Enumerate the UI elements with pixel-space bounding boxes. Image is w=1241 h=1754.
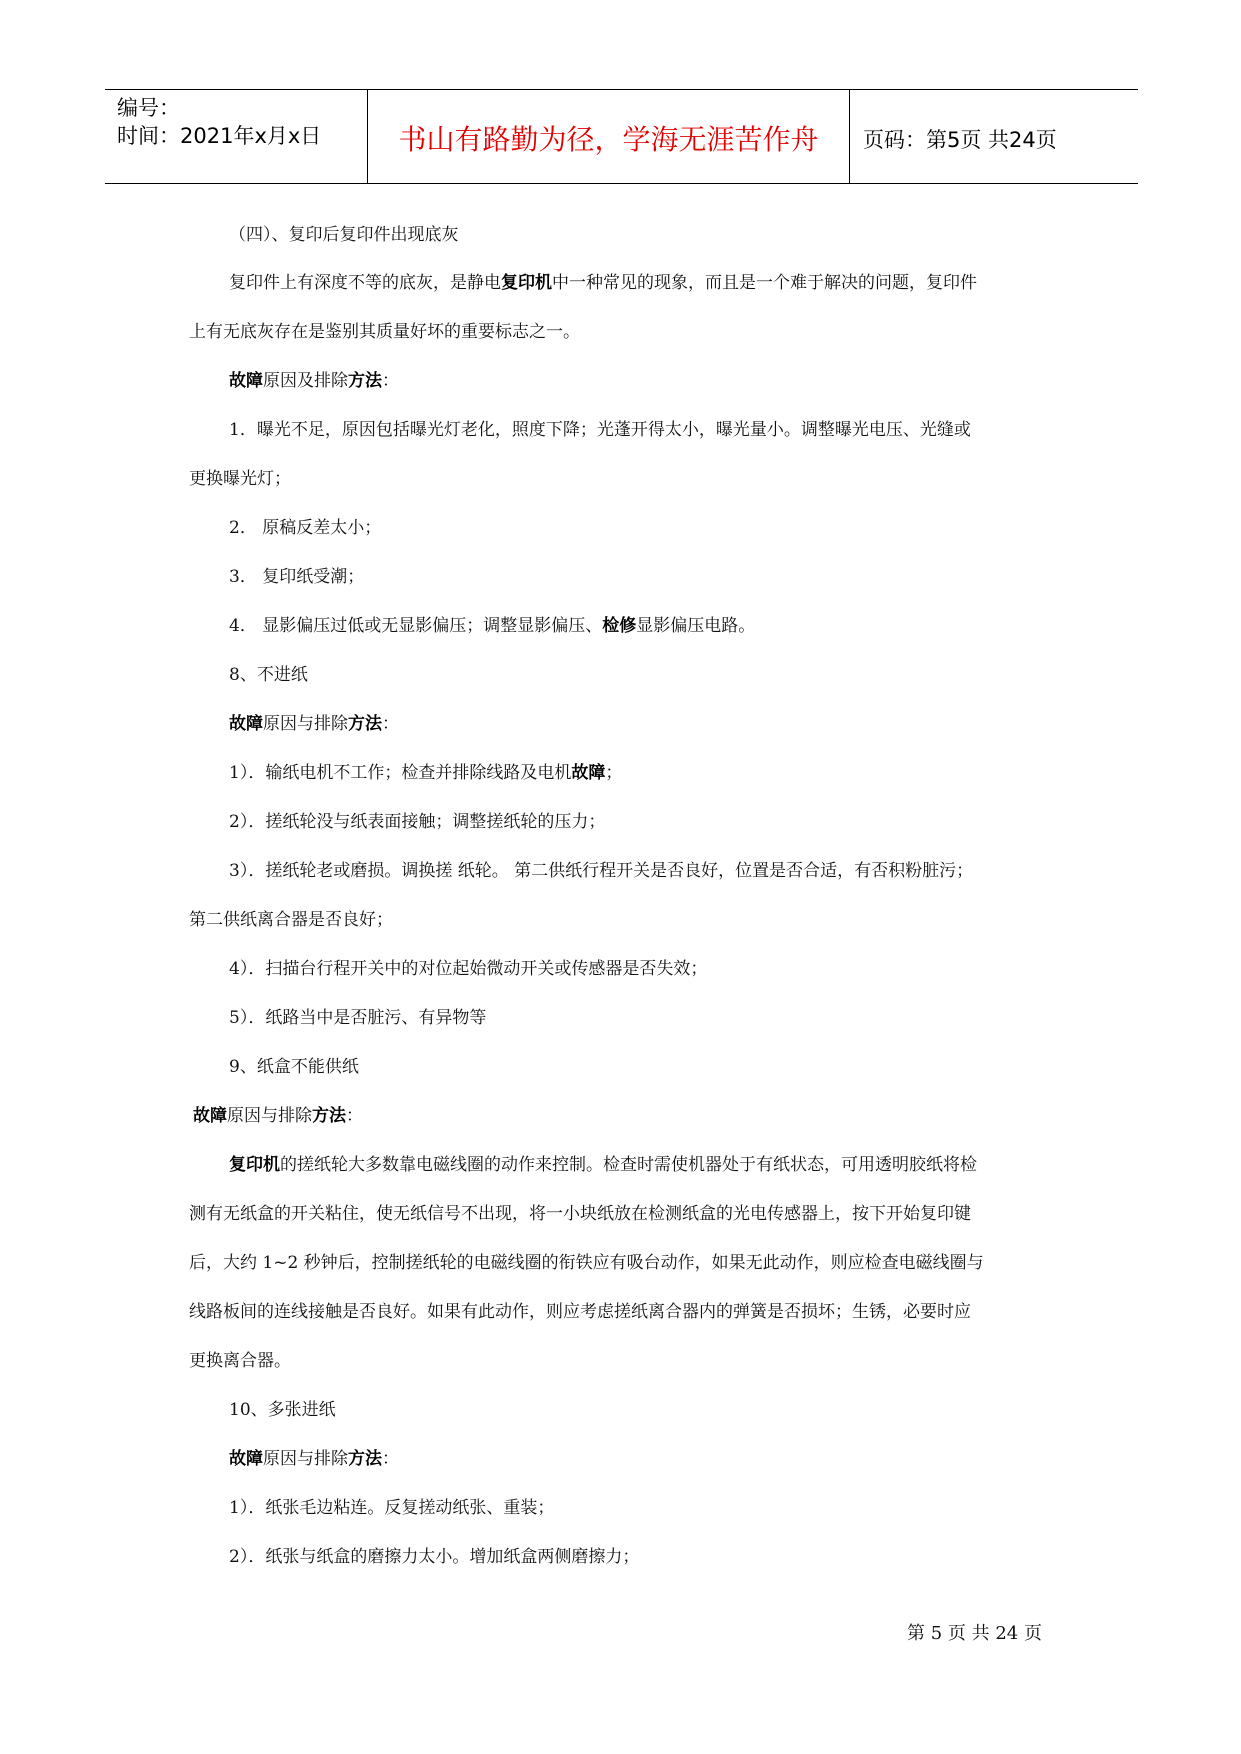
bold-term: 故障 (229, 1449, 263, 1469)
text-span: 显影偏压电路。 (636, 616, 756, 636)
bold-term: 故障 (229, 371, 263, 391)
bold-term: 故障 (571, 763, 606, 783)
list-item: 5）．纸路当中是否脏污、有异物等 (229, 1008, 487, 1028)
paragraph-line: 更换离合器。 (189, 1351, 291, 1371)
paragraph-line: 线路板间的连线接触是否良好。如果有此动作，则应考虑搓纸离合器内的弹簧是否损坏；生锈，必要时应 (189, 1302, 971, 1322)
list-item (229, 614, 755, 638)
text-span: 4． 显影偏压过低或无显影偏压；调整显影偏压、 (229, 616, 603, 636)
bold-term: 复印机 (229, 1155, 280, 1175)
paragraph-line: 上有无底灰存在是鉴别其质量好坏的重要标志之一。 (189, 322, 580, 342)
fault-heading (229, 712, 399, 736)
list-item: 1．曝光不足，原因包括曝光灯老化，照度下降；光蓬开得太小，曝光量小。调整曝光电压、光缝或 (229, 420, 971, 440)
header-page-label: 页码：第5页 共24页 (863, 128, 1057, 152)
header-motto-cell (368, 90, 850, 183)
list-item: 3）．搓纸轮老或磨损。调换搓 纸轮。 第二供纸行程开关是否良好，位置是否合适，有否积粉脏污； (229, 861, 974, 881)
document-header (105, 89, 1138, 184)
section-title-multi-feed: 10、多张进纸 (229, 1400, 336, 1420)
text-span: 的搓纸轮大多数靠电磁线圈的动作来控制。检查时需使机器处于有纸状态，可用透明胶纸将检 (280, 1155, 977, 1175)
text-span: ： (382, 714, 399, 734)
header-page-cell (851, 90, 1138, 183)
text-span: ： (382, 371, 399, 391)
document-time-label: 时间：2021年x月x日 (117, 124, 322, 148)
text-span: 中一种常见的现象，而且是一个难于解决的问题，复印件 (552, 273, 977, 293)
header-motto: 书山有路勤为径，学海无涯苦作舟 (398, 123, 819, 156)
text-span: ： (382, 1449, 399, 1469)
bold-term: 方法 (312, 1106, 346, 1126)
paragraph-line: 后，大约 1~2 秒钟后，控制搓纸轮的电磁线圈的衔铁应有吸台动作，如果无此动作，则应检查电磁线圈与 (189, 1253, 984, 1273)
paragraph-line (229, 1153, 977, 1177)
text-span: ； (605, 763, 623, 783)
bold-term: 故障 (229, 714, 263, 734)
text-span: 1）．输纸电机不工作；检查并排除线路及电机 (229, 763, 572, 783)
bold-term: 方法 (348, 371, 382, 391)
text-span: 原因与排除 (263, 714, 348, 734)
page-footer: 第 5 页 共 24 页 (907, 1623, 1042, 1644)
bold-term: 方法 (348, 714, 382, 734)
section-title-copy-gray: （四）、复印后复印件出现底灰 (229, 225, 459, 245)
text-span: 复印件上有深度不等的底灰，是静电 (229, 273, 501, 293)
list-item: 3． 复印纸受潮； (229, 567, 365, 587)
paragraph-line: 测有无纸盒的开关粘住，使无纸信号不出现，将一小块纸放在检测纸盒的光电传感器上，按下开始复印键 (189, 1204, 971, 1224)
list-item-continued: 更换曝光灯； (189, 469, 291, 489)
list-item (229, 761, 622, 785)
text-span: 原因及排除 (263, 371, 348, 391)
paragraph-line (229, 271, 977, 295)
fault-heading (193, 1104, 363, 1128)
list-item: 4）．扫描台行程开关中的对位起始微动开关或传感器是否失效； (229, 959, 708, 979)
list-item-continued: 第二供纸离合器是否良好； (189, 910, 393, 930)
text-span: 原因与排除 (263, 1449, 348, 1469)
document-number-label: 编号： (117, 96, 180, 120)
bold-term: 检修 (602, 616, 637, 636)
bold-term: 故障 (193, 1106, 227, 1126)
bold-term: 复印机 (501, 273, 552, 293)
bold-term: 方法 (348, 1449, 382, 1469)
section-title-tray-no-feed: 9、纸盒不能供纸 (229, 1057, 359, 1077)
section-title-no-feed: 8、不进纸 (229, 665, 308, 685)
text-span: ： (346, 1106, 363, 1126)
list-item: 2）．搓纸轮没与纸表面接触；调整搓纸轮的压力； (229, 812, 606, 832)
list-item: 2． 原稿反差太小； (229, 518, 382, 538)
text-span: 原因与排除 (227, 1106, 312, 1126)
list-item: 2）．纸张与纸盒的磨擦力太小。增加纸盒两侧磨擦力； (229, 1547, 640, 1567)
header-meta-cell (105, 90, 368, 183)
fault-heading (229, 369, 399, 393)
fault-heading (229, 1447, 399, 1471)
list-item: 1）．纸张毛边粘连。反复搓动纸张、重装； (229, 1498, 555, 1518)
